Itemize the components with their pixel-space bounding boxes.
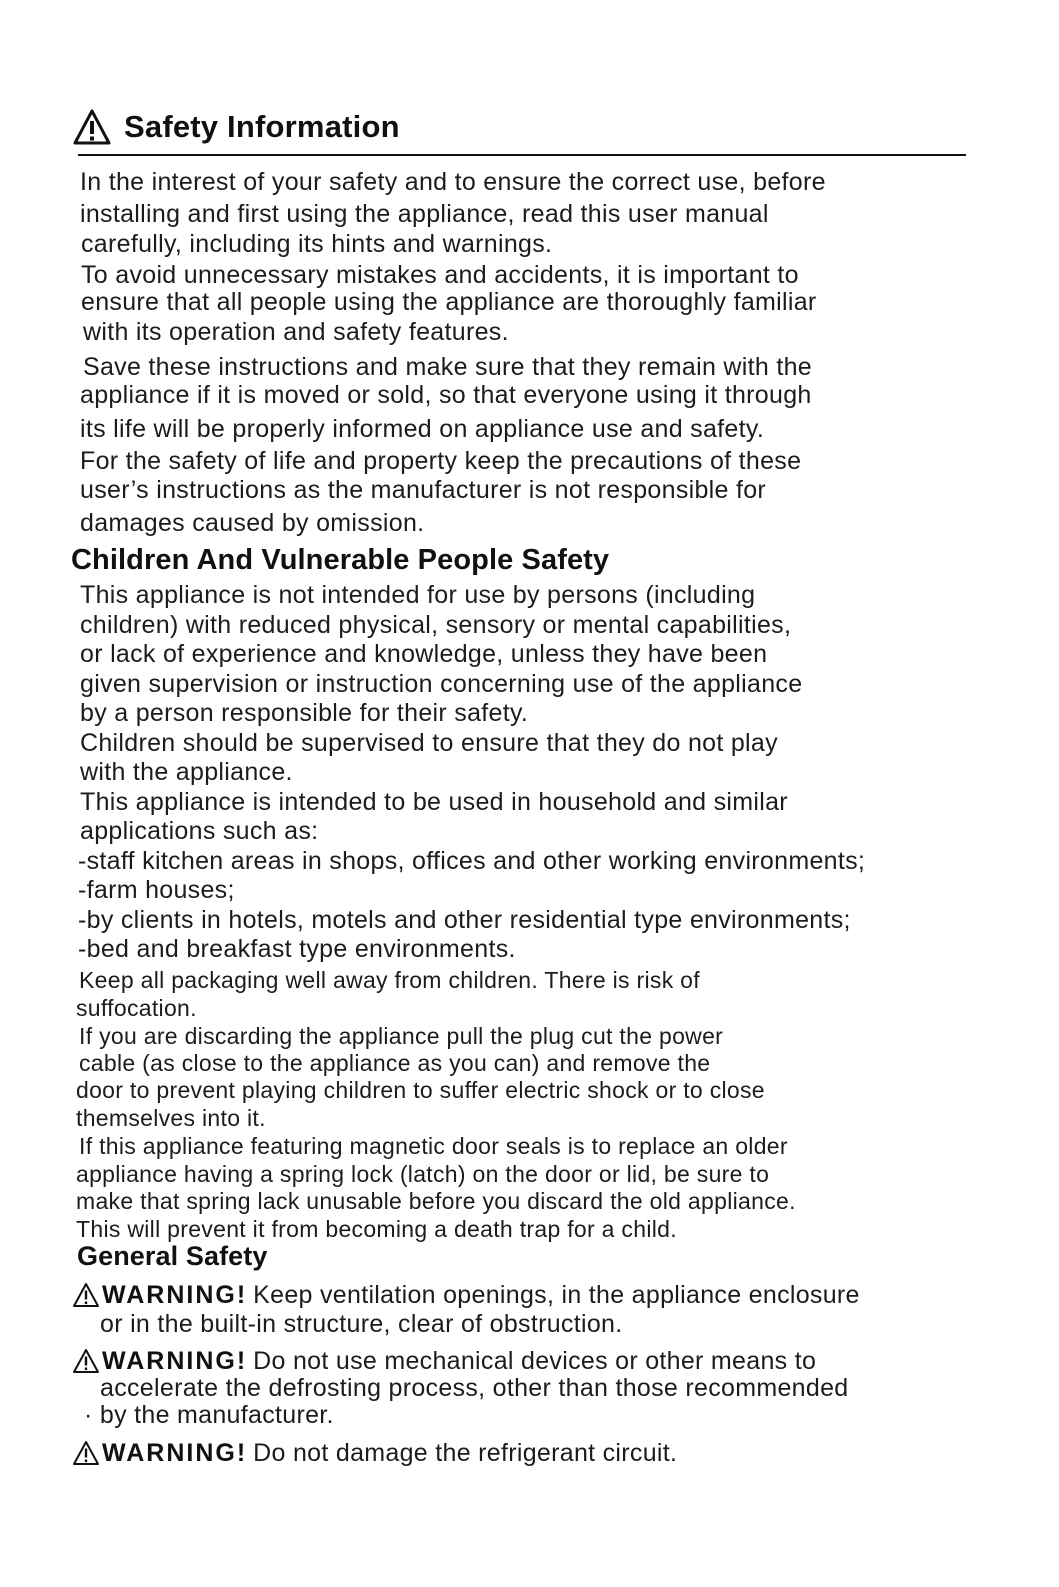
intro-line: Save these instructions and make sure that they remain with the <box>83 353 812 381</box>
intro-line: with its operation and safety features. <box>83 318 509 346</box>
intro-line: ensure that all people using the appliance are thoroughly familiar <box>81 288 817 316</box>
children-heading: Children And Vulnerable People Safety <box>71 544 610 576</box>
children-line: themselves into it. <box>76 1105 266 1131</box>
children-line: -bed and breakfast type environments. <box>78 935 516 963</box>
intro-line: user’s instructions as the manufacturer is not responsible for <box>80 476 767 504</box>
intro-line: damages caused by omission. <box>80 509 425 537</box>
children-line: -staff kitchen areas in shops, offices and other working environments; <box>78 847 866 875</box>
intro-line: To avoid unnecessary mistakes and accidents, it is important to <box>81 261 799 289</box>
intro-line: For the safety of life and property keep the precautions of these <box>80 447 802 475</box>
warning-triangle-icon <box>72 108 112 146</box>
children-line: Children should be supervised to ensure that they do not play <box>80 729 778 757</box>
page-title: Safety Information <box>124 109 400 144</box>
children-line: If this appliance featuring magnetic door seals is to replace an older <box>79 1133 788 1159</box>
intro-line: carefully, including its hints and warnings. <box>81 230 553 258</box>
children-line: -by clients in hotels, motels and other residential type environments; <box>78 906 851 934</box>
children-line: with the appliance. <box>80 758 293 786</box>
warning-triangle-icon <box>72 1348 100 1374</box>
children-line: This appliance is not intended for use by persons (including <box>80 581 756 609</box>
warning-label: WARNING! <box>102 1280 248 1309</box>
children-line: applications such as: <box>80 817 319 845</box>
warning-text: Do not damage the refrigerant circuit. <box>253 1438 678 1467</box>
intro-line: In the interest of your safety and to ensure the correct use, before <box>80 168 826 196</box>
children-line: children) with reduced physical, sensory or mental capabilities, <box>80 611 792 639</box>
warning-item <box>72 1279 860 1311</box>
warning-triangle-icon <box>72 1282 100 1308</box>
children-line: cable (as close to the appliance as you can) and remove the <box>79 1050 711 1076</box>
title-underline <box>78 154 966 156</box>
children-line: make that spring lack unusable before you discard the old appliance. <box>76 1188 796 1214</box>
warning-label: WARNING! <box>102 1346 248 1375</box>
warning-triangle-icon <box>72 1440 100 1466</box>
children-line: by a person responsible for their safety. <box>80 699 529 727</box>
intro-line: installing and first using the appliance, read this user manual <box>80 200 769 228</box>
warning-continuation: or in the built-in structure, clear of obstruction. <box>100 1310 623 1338</box>
children-line: If you are discarding the appliance pull the plug cut the power <box>79 1023 724 1049</box>
children-line: given supervision or instruction concerning use of the appliance <box>80 670 803 698</box>
children-line: appliance having a spring lock (latch) on the door or lid, be sure to <box>76 1161 770 1187</box>
warning-item <box>72 1437 677 1469</box>
children-line: suffocation. <box>76 995 197 1021</box>
intro-line: appliance if it is moved or sold, so that everyone using it through <box>80 381 812 409</box>
children-line: This will prevent it from becoming a death trap for a child. <box>76 1216 677 1242</box>
children-line: This appliance is intended to be used in household and similar <box>80 788 788 816</box>
children-line: Keep all packaging well away from children. There is risk of <box>79 967 700 993</box>
warning-label: WARNING! <box>102 1438 248 1467</box>
children-line: or lack of experience and knowledge, unless they have been <box>80 640 768 668</box>
section-title <box>72 104 400 150</box>
warning-continuation: accelerate the defrosting process, other than those recommended <box>100 1374 849 1402</box>
intro-line: its life will be properly informed on appliance use and safety. <box>80 415 765 443</box>
warning-text: Keep ventilation openings, in the appliance enclosure <box>253 1280 860 1309</box>
general-safety-heading: General Safety <box>77 1241 268 1271</box>
warning-text: Do not use mechanical devices or other means to <box>253 1346 817 1375</box>
children-line: door to prevent playing children to suffer electric shock or to close <box>76 1077 765 1103</box>
warning-continuation: · by the manufacturer. <box>84 1401 334 1429</box>
children-line: -farm houses; <box>78 876 235 904</box>
